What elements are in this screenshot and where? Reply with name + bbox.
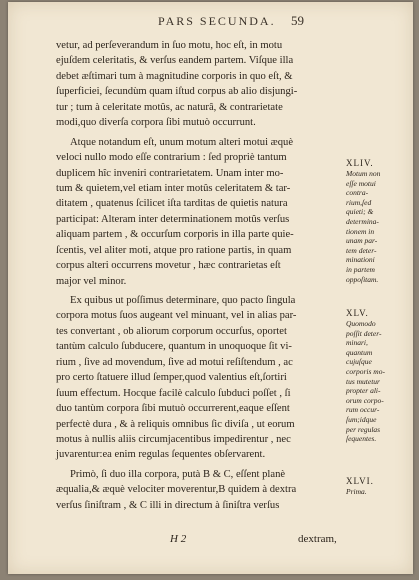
- margin-note-46: [346, 476, 408, 497]
- margin-line: in partem: [346, 264, 375, 274]
- margin-line: Quomodo: [346, 319, 376, 328]
- text-line: modi,quo diverſa corpora ſibi mutuò occurrunt.: [56, 117, 256, 129]
- paragraph: [56, 135, 341, 289]
- text-line: tes convertant , ob aliorum corporum occurſus, oportet: [56, 325, 287, 337]
- paragraph: [56, 467, 341, 513]
- text-line: veloci nullo modo eſſe contrarium : ſed propriè tantum: [56, 152, 287, 164]
- text-line: participat: Alteram inter determinationem motûs verſus: [56, 213, 290, 225]
- text-line: ſuum effectum. Hocque facilè calculo ſubduci poſſet , ſi: [56, 387, 291, 399]
- margin-line: tionem in: [346, 226, 375, 236]
- margin-line: unam par-: [346, 236, 378, 246]
- margin-line: Prima.: [346, 487, 367, 496]
- margin-line: quantum: [346, 347, 373, 357]
- margin-line: minari,: [346, 338, 368, 348]
- catchword: dextram,: [298, 533, 337, 545]
- text-line: pro certo ſtatuere illud ſemper,quod valentius eſt,ſortiri: [56, 372, 287, 384]
- text-line: corpora motus ſuos augeant vel minuant, vel in alias par-: [56, 310, 297, 322]
- text-line: duplicem hîc inveniri contrarietatem. Unam inter mo-: [56, 167, 284, 179]
- text-line: corpus alteri occurrens movetur , hæc contrarietas eſt: [56, 260, 281, 272]
- text-line: Atque notandum eſt, unum motum alteri motui æquè: [70, 136, 294, 148]
- margin-note-44: [346, 158, 408, 284]
- margin-line: propter ali-: [346, 386, 381, 396]
- margin-line: ſum;idque: [346, 414, 377, 424]
- text-line: æqualia,& æquè velociter moverentur,B quidem à dextra: [56, 484, 297, 496]
- text-line: ſuperficiei, ſecundùm quam iſtud corpus ab alio disjungi-: [56, 86, 298, 98]
- paragraph: [56, 293, 341, 463]
- text-line: duo tantùm corpora ſibi mutuò occurrerent,eaque eſſent: [56, 403, 290, 415]
- text-line: debet æſtimari tum à magnitudine corporis in quo eſt, &: [56, 70, 293, 82]
- margin-line: cujuſque: [346, 357, 372, 367]
- text-line: tur ; tum à celeritate motûs, ac naturâ, & contrarietate: [56, 101, 283, 113]
- text-line: tum & quietem,vel etiam inter motûs celeritatem & tar-: [56, 182, 291, 194]
- margin-line: determina-: [346, 216, 379, 226]
- text-line: Ex quibus ut poſſimus determinare, quo pacto ſingula: [70, 295, 296, 306]
- paragraph: [56, 38, 341, 131]
- text-line: rium , ſive ad movendum, ſive ad motui reſiſtendum , ac: [56, 356, 293, 368]
- text-line: Primò, ſi duo illa corpora, putà B & C, eſſent planè: [70, 468, 286, 480]
- text-line: perfectè dura , & à reliquis omnibus ſic diviſa , ut eorum: [56, 418, 295, 430]
- article-number: XLV.: [346, 308, 369, 318]
- text-line: ſcentis, vel aliter moti, atque pro ratione partis, in quam: [56, 244, 292, 256]
- running-head: [8, 14, 413, 28]
- margin-line: corporis mo-: [346, 366, 385, 376]
- book-page: [8, 2, 413, 574]
- page-number: 59: [291, 13, 304, 28]
- text-line: ejuſdem celeritatis, & verſus eandem partem. Viſque illa: [56, 55, 294, 67]
- margin-line: contra-: [346, 188, 369, 198]
- margin-line: orum corpo-: [346, 395, 384, 405]
- main-text: [56, 38, 341, 513]
- text-line: juvarentur:ea enim regulas ſequentes obſervarent.: [56, 449, 266, 461]
- margin-line: tem deter-: [346, 245, 377, 255]
- article-number: XLIV.: [346, 158, 374, 168]
- article-number: XLVI.: [346, 476, 374, 486]
- margin-line: rium,ſed: [346, 197, 372, 207]
- margin-line: tus mutetur: [346, 376, 380, 386]
- margin-note-45: [346, 308, 408, 444]
- signature-mark: H 2: [170, 533, 187, 545]
- text-line: motus à nullis aliis circumjacentibus impedirentur , nec: [56, 433, 291, 445]
- text-line: verſus ſiniſtram , & C illi in directum à ſiniſtra verſus: [56, 499, 280, 511]
- text-line: major vel minor.: [56, 275, 127, 287]
- margin-line: Motum non: [346, 169, 381, 178]
- margin-line: eſſe motui: [346, 178, 376, 188]
- running-title: PARS SECUNDA.: [158, 14, 276, 28]
- margin-line: oppoſitam.: [346, 274, 379, 284]
- margin-line: rum occur-: [346, 405, 380, 415]
- text-line: tantùm calculo ſubducere, quantum in unoquoque ſit vi-: [56, 341, 292, 353]
- margin-line: quieti; &: [346, 207, 374, 217]
- text-line: ditatem , quatenus ſcilicet iſta tarditas de quietis natura: [56, 198, 288, 210]
- margin-line: per regulas: [346, 424, 381, 434]
- text-line: aliquam partem , & occurſum corporis in illa parte quie-: [56, 229, 294, 241]
- text-line: vetur, ad perſeverandum in ſuo motu, hoc eſt, in motu: [56, 40, 283, 51]
- margin-line: poſſit deter-: [346, 328, 382, 338]
- margin-line: ſequentes.: [346, 434, 377, 444]
- margin-line: minationi: [346, 255, 375, 265]
